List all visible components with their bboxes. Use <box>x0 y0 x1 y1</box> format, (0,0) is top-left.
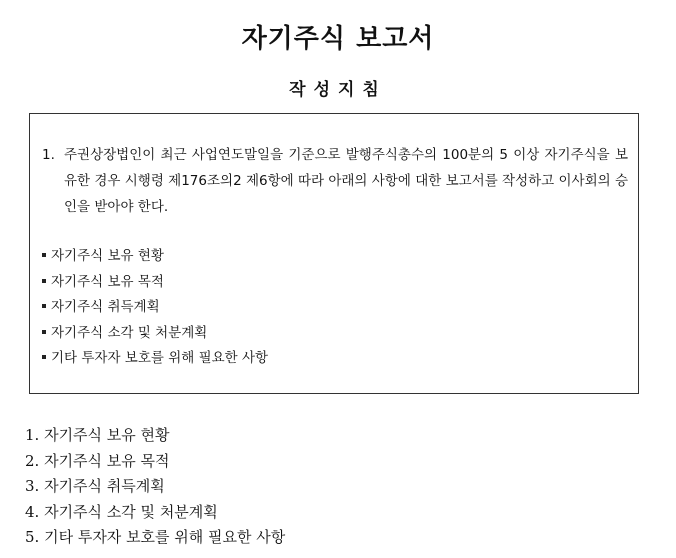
section-heading: 4. 자기주식 소각 및 처분계획 <box>25 502 218 521</box>
section-heading: 5. 기타 투자자 보호를 위해 필요한 사항 <box>25 528 286 546</box>
bullet-square-icon <box>42 253 46 257</box>
bullet-square-icon <box>42 304 46 308</box>
guideline-item: 기타 투자자 보호를 위해 필요한 사항 <box>42 346 268 372</box>
guideline-list <box>42 244 268 372</box>
guideline-item: 자기주식 소각 및 처분계획 <box>42 321 268 347</box>
guideline-item: 자기주식 보유 현황 <box>42 244 268 270</box>
section-outline <box>25 423 285 551</box>
document-title: 자기주식 보고서 <box>241 24 435 54</box>
bullet-square-icon <box>42 279 46 283</box>
bullet-square-icon <box>42 355 46 359</box>
document-subtitle: 작성지침 <box>289 80 387 100</box>
section-heading: 1. 자기주식 보유 현황 <box>25 426 170 444</box>
bullet-square-icon <box>42 330 46 334</box>
guideline-text: 주권상장법인이 최근 사업연도말일을 기준으로 발행주식총수의 100분의 5 이상 자기주식을 보유한 경우 시행령 제176조의2 제6항에 따라 아래의 사항에 대한 보고서를 작성하고 이사회의 승인을 받아야 한다. <box>64 147 628 215</box>
guideline-box <box>29 113 639 394</box>
guideline-item: 자기주식 보유 목적 <box>42 270 268 296</box>
guideline-paragraph <box>42 142 628 220</box>
guideline-item: 자기주식 취득계획 <box>42 295 268 321</box>
section-heading: 3. 자기주식 취득계획 <box>25 477 165 495</box>
section-heading: 2. 자기주식 보유 목적 <box>25 451 170 470</box>
guideline-number: 1. <box>42 147 55 163</box>
